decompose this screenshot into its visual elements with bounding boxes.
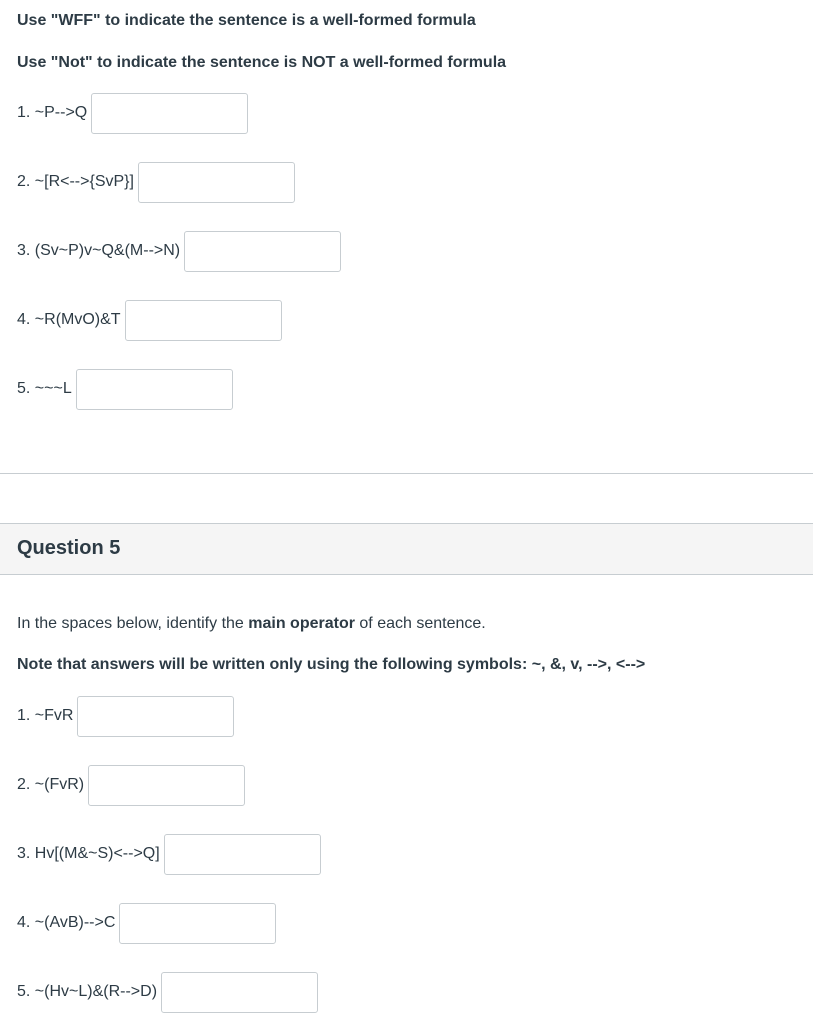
- wff-item-4-label: 4. ~R(MvO)&T: [17, 311, 121, 328]
- operator-answer-3-input[interactable]: [164, 834, 321, 875]
- operator-item-5: [17, 970, 318, 1014]
- wff-item-5-label: 5. ~~~L: [17, 380, 72, 397]
- operator-item-3: [17, 832, 321, 876]
- section-divider: [0, 473, 813, 474]
- operator-item-2: [17, 763, 245, 807]
- operator-item-4-label: 4. ~(AvB)-->C: [17, 914, 116, 931]
- operator-item-5-label: 5. ~(Hv~L)&(R-->D): [17, 983, 158, 1000]
- wff-answer-5-input[interactable]: [76, 369, 233, 410]
- wff-answer-2-input[interactable]: [138, 162, 295, 203]
- operator-item-4: [17, 901, 276, 945]
- operator-item-1: [17, 694, 234, 738]
- wff-item-2-label: 2. ~[R<-->{SvP}]: [17, 173, 134, 190]
- operator-item-1-label: 1. ~FvR: [17, 707, 74, 724]
- wff-answer-3-input[interactable]: [184, 231, 341, 272]
- question-5-title: Question 5: [17, 537, 121, 559]
- operator-item-2-label: 2. ~(FvR): [17, 776, 85, 793]
- wff-answer-1-input[interactable]: [91, 93, 248, 134]
- instruction-wff: Use "WFF" to indicate the sentence is a well-formed formula: [17, 12, 476, 29]
- wff-item-2: [17, 160, 295, 204]
- wff-item-1: [17, 91, 248, 135]
- question-5-note: Note that answers will be written only using the following symbols: ~, &, v, -->, <-->: [17, 656, 646, 673]
- operator-answer-4-input[interactable]: [119, 903, 276, 944]
- wff-item-3: [17, 229, 341, 273]
- operator-answer-5-input[interactable]: [161, 972, 318, 1013]
- question-5-header: [0, 523, 813, 575]
- wff-item-1-label: 1. ~P-->Q: [17, 104, 88, 121]
- operator-answer-1-input[interactable]: [77, 696, 234, 737]
- wff-answer-4-input[interactable]: [125, 300, 282, 341]
- operator-answer-2-input[interactable]: [88, 765, 245, 806]
- intro-text-before: In the spaces below, identify the: [17, 615, 249, 632]
- instruction-not: Use "Not" to indicate the sentence is NOT a well-formed formula: [17, 54, 507, 71]
- wff-item-4: [17, 298, 282, 342]
- intro-main-operator: main operator: [248, 615, 355, 632]
- wff-item-3-label: 3. (Sv~P)v~Q&(M-->N): [17, 242, 181, 259]
- question-5-intro: [17, 615, 486, 633]
- operator-item-3-label: 3. Hv[(M&~S)<-->Q]: [17, 845, 160, 862]
- intro-text-after: of each sentence.: [354, 615, 486, 632]
- wff-item-5: [17, 367, 233, 411]
